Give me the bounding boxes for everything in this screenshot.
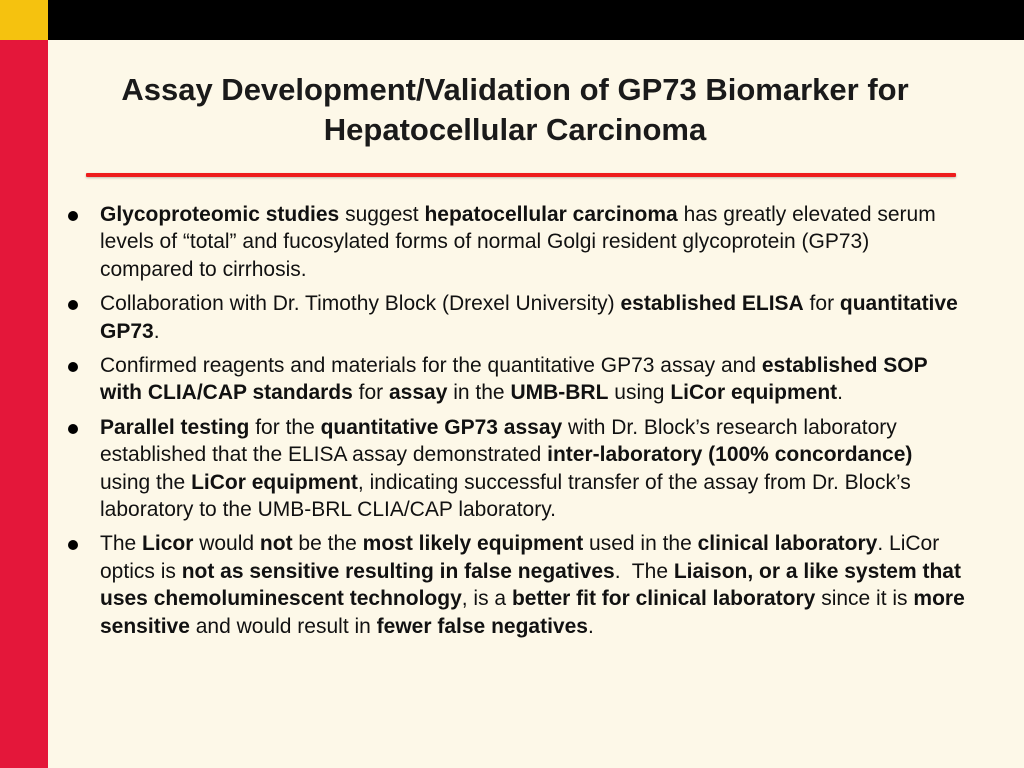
bullet-text: Collaboration with Dr. Timothy Block (Drexel University) <box>100 292 621 316</box>
bullet-item <box>62 530 971 640</box>
corner-accent-square <box>0 0 48 40</box>
bullet-text-bold: Glycoproteomic studies <box>100 203 340 226</box>
bullet-text: . <box>153 319 160 343</box>
bullet-text: suggest <box>339 203 425 226</box>
bullet-text-bold: fewer false negatives <box>376 614 588 638</box>
bullet-dot-icon <box>68 540 78 550</box>
bullet-text: , is a <box>461 587 512 611</box>
bullet-text-bold: LiCor equipment <box>191 470 358 494</box>
title-underline <box>86 173 956 177</box>
bullet-text: The <box>100 532 143 556</box>
bullet-text: Confirmed reagents and materials for the quantitative GP73 assay and <box>100 354 762 378</box>
bullet-text: , indicating successful transfer of the assay from Dr. Block’s laboratory to the UMB-BRL CLIA/CAP laboratory. <box>100 470 917 522</box>
bullet-text: for <box>352 381 389 405</box>
bullet-text-bold: inter-laboratory (100% concordance) <box>547 443 913 467</box>
bullet-text: used in the <box>583 532 698 556</box>
slide-title <box>60 70 970 150</box>
bullet-text-bold: clinical laboratory <box>697 532 878 556</box>
bullet-text: since it is <box>815 587 914 611</box>
bullet-text: in the <box>447 381 511 405</box>
left-accent-bar <box>0 0 48 768</box>
bullet-text-bold: more sensitive <box>100 587 971 638</box>
bullet-text: . <box>837 381 843 405</box>
bullet-text: for <box>803 292 840 316</box>
bullet-text: . The <box>614 559 674 583</box>
bullet-text: using the <box>100 443 919 494</box>
slide-title-line-2: Hepatocellular Carcinoma <box>323 112 707 147</box>
bullet-dot-icon <box>68 211 78 221</box>
bullet-text: and would result in <box>189 614 377 638</box>
bullet-list <box>62 201 971 647</box>
bullet-text: using <box>608 381 671 405</box>
bullet-text-bold: not as sensitive resulting in false negatives <box>181 559 615 583</box>
bullet-item <box>62 290 967 345</box>
bullet-text: has greatly elevated serum levels of “total” and fucosylated forms of normal Golgi resident glycoprotein (GP73) compared to cirrhosis. <box>100 203 942 281</box>
slide-title-line-1: Assay Development/Validation of GP73 Biomarker for <box>121 72 909 107</box>
bullet-item <box>62 414 967 524</box>
bullet-text-bold: better fit for clinical laboratory <box>511 587 816 611</box>
bullet-dot-icon <box>68 424 78 434</box>
bullet-text-bold: established SOP with CLIA/CAP standards <box>100 354 934 405</box>
bullet-text: with Dr. Block’s research laboratory established that the ELISA assay demonstrated <box>100 415 903 467</box>
bullet-text-bold: Parallel testing <box>100 415 250 439</box>
bullet-text-bold: hepatocellular carcinoma <box>424 203 678 226</box>
bullet-text-bold: Liaison, or a like system that uses chemoluminescent technology <box>100 559 967 611</box>
bullet-item <box>62 201 967 283</box>
bullet-dot-icon <box>68 362 78 372</box>
bullet-text: would <box>193 532 260 556</box>
bullet-text-bold: not <box>259 532 293 556</box>
bullet-text: be the <box>292 532 363 556</box>
bullet-text-bold: most likely equipment <box>362 532 584 556</box>
bullet-text-bold: quantitative GP73 <box>100 292 964 343</box>
bullet-text: for the <box>249 415 321 439</box>
bullet-text-bold: established ELISA <box>620 292 804 316</box>
bullet-text-bold: quantitative GP73 assay <box>320 415 563 439</box>
top-header-bar <box>48 0 1024 40</box>
bullet-text-bold: Licor <box>142 532 194 556</box>
bullet-item <box>62 352 967 407</box>
bullet-text: . LiCor optics is <box>100 532 946 583</box>
bullet-dot-icon <box>68 300 78 310</box>
bullet-text: . <box>587 614 594 638</box>
bullet-text-bold: UMB-BRL <box>510 381 609 405</box>
bullet-text-bold: LiCor equipment <box>670 381 838 405</box>
bullet-text-bold: assay <box>389 381 448 405</box>
